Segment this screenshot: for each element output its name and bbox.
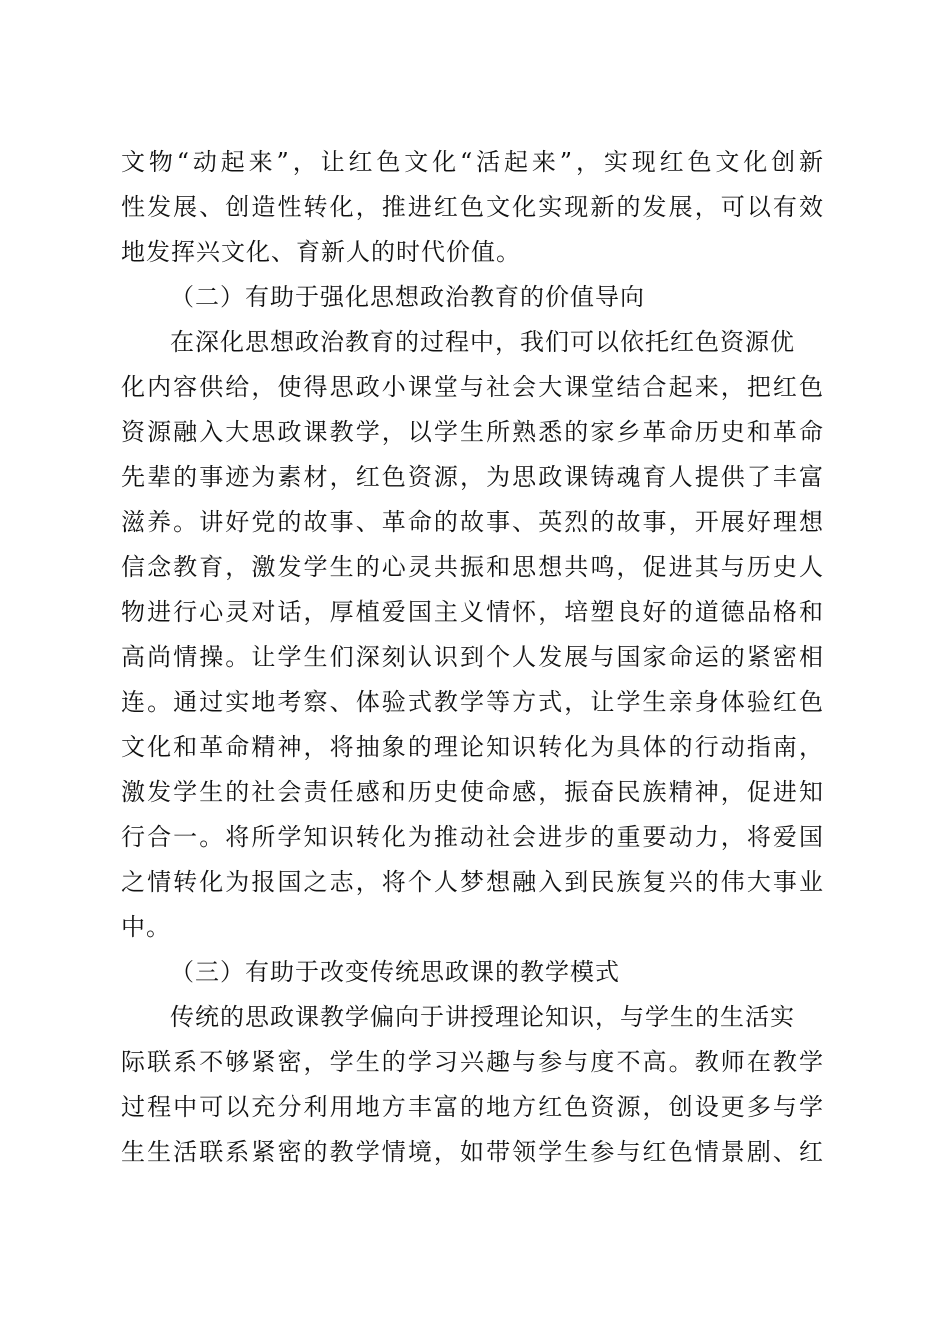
paragraph-line: 先辈的事迹为素材，红色资源，为思政课铸魂育人提供了丰富 bbox=[121, 463, 824, 491]
paragraph-line: 地发挥兴文化、育新人的时代价值。 bbox=[121, 238, 521, 266]
document-body bbox=[121, 140, 824, 1175]
paragraph-line: 资源融入大思政课教学，以学生所熟悉的家乡革命历史和革命 bbox=[121, 418, 824, 446]
paragraph-line: 传统的思政课教学偏向于讲授理论知识，与学生的生活实 bbox=[170, 1003, 795, 1031]
paragraph-line: 文物“动起来”，让红色文化“活起来”，实现红色文化创新 bbox=[121, 148, 824, 176]
paragraph-line: 性发展、创造性转化，推进红色文化实现新的发展，可以有效 bbox=[121, 193, 824, 221]
paragraph-line: 过程中可以充分利用地方丰富的地方红色资源，创设更多与学 bbox=[121, 1093, 824, 1121]
paragraph-line: 化内容供给，使得思政小课堂与社会大课堂结合起来，把红色 bbox=[121, 373, 824, 401]
paragraph-line: 高尚情操。让学生们深刻认识到个人发展与国家命运的紧密相 bbox=[121, 643, 824, 671]
paragraph-line: 生生活联系紧密的教学情境，如带领学生参与红色情景剧、红 bbox=[121, 1138, 824, 1166]
section-heading-2: （二）有助于强化思想政治教育的价值导向 bbox=[170, 283, 645, 311]
paragraph-line: 物进行心灵对话，厚植爱国主义情怀，培塑良好的道德品格和 bbox=[121, 598, 824, 626]
section-heading-3: （三）有助于改变传统思政课的教学模式 bbox=[170, 958, 620, 986]
paragraph-line: 文化和革命精神，将抽象的理论知识转化为具体的行动指南， bbox=[121, 733, 824, 761]
paragraph-line: 中。 bbox=[121, 913, 171, 941]
paragraph-line: 际联系不够紧密，学生的学习兴趣与参与度不高。教师在教学 bbox=[121, 1048, 824, 1076]
paragraph-line: 激发学生的社会责任感和历史使命感，振奋民族精神，促进知 bbox=[121, 778, 824, 806]
paragraph-line: 在深化思想政治教育的过程中，我们可以依托红色资源优 bbox=[170, 328, 795, 356]
paragraph-line: 连。通过实地考察、体验式教学等方式，让学生亲身体验红色 bbox=[121, 688, 824, 716]
paragraph-line: 之情转化为报国之志，将个人梦想融入到民族复兴的伟大事业 bbox=[121, 868, 824, 896]
paragraph-line: 滋养。讲好党的故事、革命的故事、英烈的故事，开展好理想 bbox=[121, 508, 824, 536]
paragraph-line: 信念教育，激发学生的心灵共振和思想共鸣，促进其与历史人 bbox=[121, 553, 824, 581]
paragraph-line: 行合一。将所学知识转化为推动社会进步的重要动力，将爱国 bbox=[121, 823, 824, 851]
